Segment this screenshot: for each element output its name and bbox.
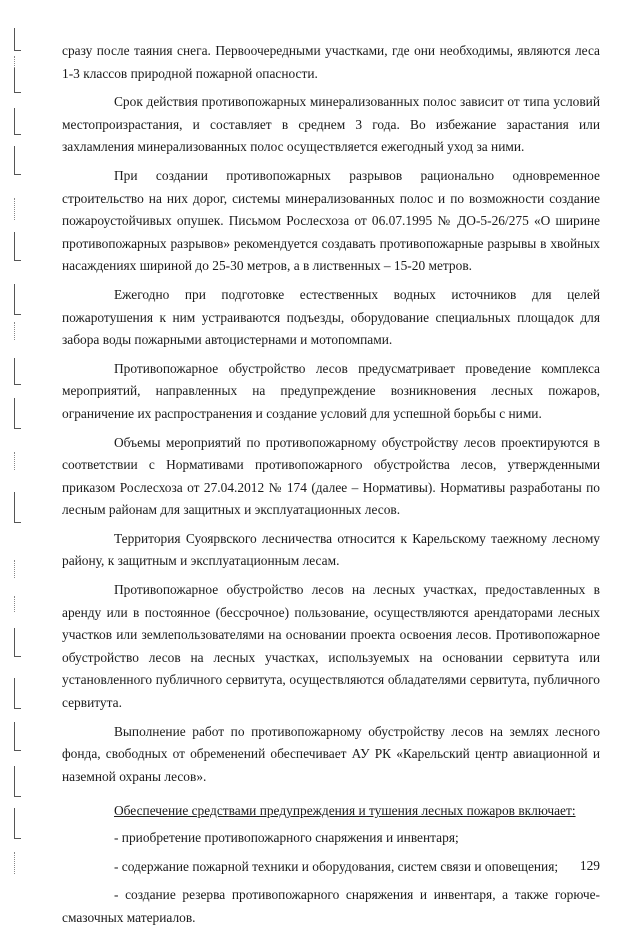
binding-mark xyxy=(14,68,21,93)
binding-dash xyxy=(14,852,16,874)
page-number: 129 xyxy=(579,858,600,873)
binding-mark xyxy=(14,28,21,51)
paragraph: Территория Суоярвского лесничества относится к Карельскому таежному лесному району, к защитным и эксплуатационным лесам. xyxy=(62,530,600,569)
list-item: - приобретение противопожарного снаряжения и инвентаря; xyxy=(114,830,459,845)
binding-mark xyxy=(14,232,21,261)
list-item: - создание резерва противопожарного снаряжения и инвентаря, а также горюче-смазочных материалов. xyxy=(62,887,600,925)
binding-mark xyxy=(14,628,21,657)
list-item: - содержание пожарной техники и оборудования, систем связи и оповещения; xyxy=(114,858,559,874)
binding-mark xyxy=(14,358,21,385)
binding-margin xyxy=(0,0,30,905)
paragraph: Срок действия противопожарных минерализованных полос зависит от типа условий местопроизрастания, и составляет в среднем 3 года. Во избежание зарастания или захламления минерализованных полос осуществляется ежегодный уход за ними. xyxy=(62,94,600,155)
binding-mark xyxy=(14,808,21,839)
list-heading: Обеспечение средствами предупреждения и тушения лесных пожаров включает: xyxy=(114,803,576,819)
binding-dash xyxy=(14,596,16,612)
paragraph: Объемы мероприятий по противопожарному обустройству лесов проектируются в соответствии с Нормативами противопожарного обустройства лесов, утвержденными приказом Рослесхоза от 27.04.2012 № 174 (далее – Нормативы). Нормативы разработаны по лесным районам для защитных и эксплуатационных лесов. xyxy=(62,434,600,518)
binding-mark xyxy=(14,398,21,429)
binding-mark xyxy=(14,108,21,135)
paragraph: Противопожарное обустройство лесов предусматривает проведение комплекса мероприятий, направленных на предупреждение возникновения лесных пожаров, ограничение их распространения и создание условий для успешной борьбы с ними. xyxy=(62,360,600,421)
binding-mark xyxy=(14,678,21,709)
binding-dash xyxy=(14,560,16,578)
paragraph: сразу после таяния снега. Первоочередными участками, где они необходимы, являются леса 1-3 классов природной пожарной опасности. xyxy=(62,43,600,81)
binding-mark xyxy=(14,722,21,751)
binding-mark xyxy=(14,284,21,315)
binding-mark xyxy=(14,492,21,523)
binding-mark xyxy=(14,766,21,797)
paragraph: Ежегодно при подготовке естественных водных источников для целей пожаротушения к ним устраиваются подъезды, оборудование специальных площадок для забора воды пожарными автоцистернами и мотопомпами. xyxy=(62,286,600,348)
binding-dash xyxy=(14,322,16,340)
document-body xyxy=(62,40,600,935)
binding-dash xyxy=(14,452,16,470)
binding-dash xyxy=(14,198,16,220)
paragraph: Противопожарное обустройство лесов на лесных участках, предоставленных в аренду или в постоянное (бессрочное) пользование, осуществляются арендаторами лесных участков или землепользователями на основании проекта освоения лесов. Противопожарное обустройство лесов на лесных участках, используемых на основании сервитута или установленного публичного сервитута, осуществляются обладателями сервитута, публичного сервитута. xyxy=(62,582,600,711)
binding-mark xyxy=(14,146,21,175)
paragraph: При создании противопожарных разрывов рационально одновременное строительство на них дорог, системы минерализованных полос и по возможности создание пожароустойчивых опушек. Письмом Рослесхоза от 06.07.1995 № ДО-5-26/275 «О ширине противопожарных разрывов» рекомендуется создавать противопожарные разрывы в хвойных насаждениях шириной до 25-30 метров, а в лиственных – 15-20 метров. xyxy=(62,167,600,274)
paragraph: Выполнение работ по противопожарному обустройству лесов на землях лесного фонда, свободных от обременений обеспечивает АУ РК «Карельский центр авиационной и наземной охраны лесов». xyxy=(62,723,600,784)
